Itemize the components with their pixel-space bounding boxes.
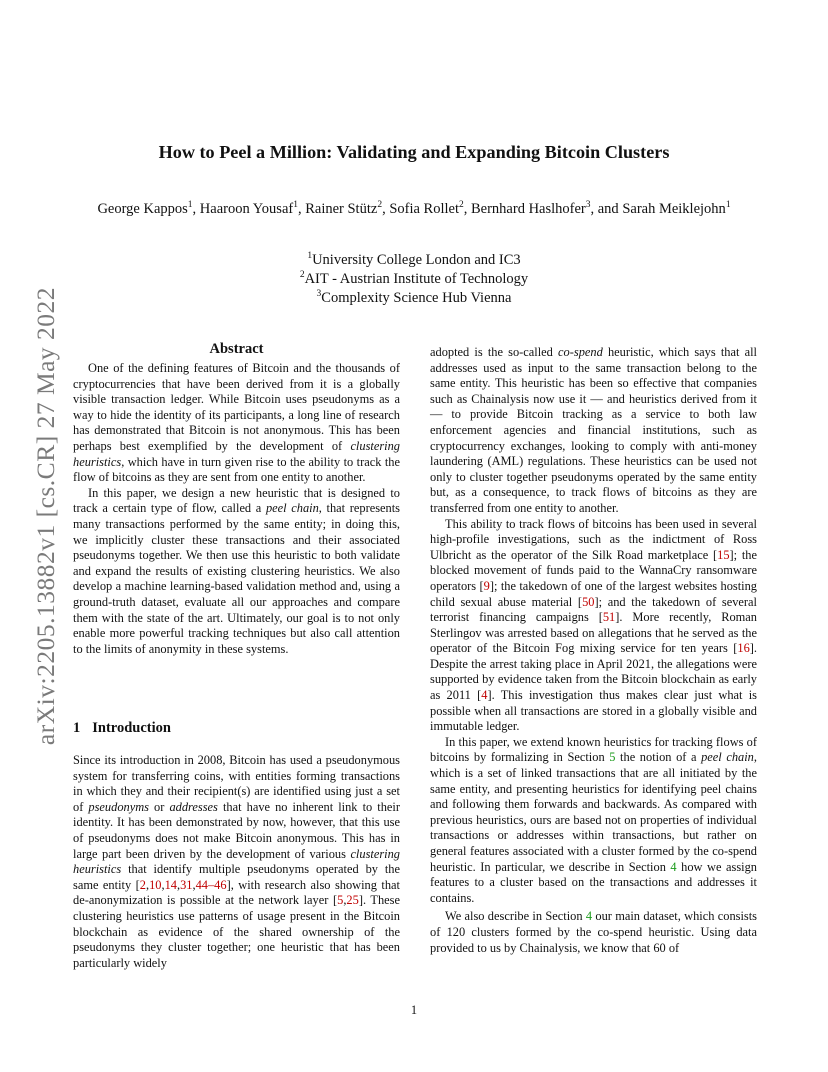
author-name: George Kappos (97, 201, 188, 217)
section-title: Introduction (92, 720, 171, 736)
section-heading (73, 720, 171, 737)
emphasis: addresses (169, 799, 218, 814)
abstract-heading: Abstract (209, 341, 264, 357)
author-affiliation-mark: 2 (377, 200, 383, 211)
emphasis: clustering heuristics (73, 438, 400, 469)
affiliation-mark: 3 (316, 289, 322, 300)
emphasis: peel chain (265, 501, 319, 516)
author-affiliation-mark: 1 (293, 200, 298, 211)
author-affiliation-mark: 3 (585, 200, 591, 211)
author-affiliation-mark: 2 (459, 200, 464, 211)
author-affiliation-mark: 1 (725, 200, 731, 211)
section-number: 1 (73, 720, 81, 736)
section-link[interactable]: 4 (670, 859, 677, 874)
introduction-body (73, 753, 400, 971)
citation-link[interactable]: 9 (483, 578, 490, 593)
abstract-paragraph: One of the defining features of Bitcoin and the thousands of cryptocurrencies that have been derived from it is a globally visible transaction ledger. While Bitcoin uses pseudonyms as a way to hide the identity of its participants, a long line of research has demonstrated that Bitcoin is not anonymous. This has been perhaps best exemplified by the development of clustering heuristics, which have in turn given rise to the ability to track the flow of bitcoins as they are sent from one entity to another. (73, 361, 400, 485)
paper-title: How to Peel a Million: Validating and Expanding Bitcoin Clusters (158, 142, 670, 162)
affiliation (72, 251, 756, 270)
citation-link[interactable]: 51 (602, 610, 616, 625)
citation-link[interactable]: 10 (149, 877, 162, 892)
abstract-paragraph: In this paper, we design a new heuristic that is designed to track a certain type of flow, called a peel chain, that represents many transactions performed by the same entity; in doing this, we implicitly cluster these transactions and their associated pseudonyms together. We then use this heuristic to both validate and expand the results of existing clustering heuristics. We also develop a machine learning-based validation method and, using a ground-truth dataset, evaluate all our approaches and compare them with the state of the art. Ultimately, our goal is to not only enable more powerful tracking techniques but also call attention to the limits of anonymity in these systems. (73, 485, 400, 656)
emphasis: pseudonyms (88, 799, 149, 814)
author-name: Bernhard Haslhofer (471, 201, 586, 217)
body-paragraph: adopted is the so-called co-spend heuristic, which says that all addresses used as input to the same transaction belong to the same entity. This heuristic has been so effective that companies such as Chainalysis now use it — and heuristics derived from it — to provide Bitcoin tracking as a service to both law enforcement agencies and financial institutions, such as cryptocurrency exchanges, looking to comply with anti-money laundering (AML) regulations. These heuristics can be used not only to cluster together pseudonyms operated by the same entity but, as a consequence, to track flows of bitcoins as they are transferred from one entity to another. (430, 345, 757, 515)
citation-link[interactable]: 15 (717, 547, 730, 562)
emphasis: clustering heuristics (73, 846, 400, 877)
body-paragraph: This ability to track flows of bitcoins has been used in several high-profile investigations, such as the indictment of Ross Ulbricht as the operator of the Silk Road marketplace [15]; the blocked movement of funds paid to the WannaCry ransomware operators [9]; the takedown of one of the largest websites hosting child sexual abuse material [50]; and the takedown of several terrorist financing campaigns [51]. More recently, Roman Sterlingov was arrested based on allegations that he served as the operator of the Bitcoin Fog mixing service for ten years [16]. Despite the arrest taking place in April 2021, the allegations were supported by evidence taken from the Bitcoin blockchain as early as 2011 [4]. This investigation thus makes clear just what is possible when all transactions are stored in a globally visible and immutable ledger. (430, 516, 758, 734)
right-column-body (430, 345, 757, 956)
arxiv-identifier: arXiv:2205.13882v1 [cs.CR] 27 May 2022 (31, 286, 60, 746)
abstract-body (73, 361, 400, 657)
affiliation-mark: 1 (307, 251, 313, 262)
body-paragraph: In this paper, we extend known heuristics for tracking flows of bitcoins by formalizing in Section 5 the notion of a peel chain, which is a set of linked transactions that are all initiated by the same entity, and presenting heuristics for identifying peel chains and following them forwards and backwards. As compared with previous heuristics, ours are based not on properties of individual transactions or addresses within transactions, but rather on general features associated with a cluster formed by the co-spend heuristic. In particular, we describe in Section 4 how we assign features to a cluster based on the transactions and addresses it contains. (430, 734, 757, 905)
page-number: 1 (410, 1003, 418, 1017)
author-name: Sarah Meiklejohn (622, 201, 726, 217)
citation-link[interactable]: 31 (180, 877, 193, 892)
citation-link[interactable]: 50 (582, 594, 595, 609)
affiliation-name: AIT - Austrian Institute of Technology (304, 271, 529, 287)
author-name: Sofia Rollet (389, 201, 459, 217)
citation-link[interactable]: 5 (337, 893, 344, 908)
author-list: George Kappos$^1$, Haaroon Yousaf$^1$, Rainer Stütz$^2$, Sofia Rollet$^2$, Bernhard Haslhofer$^3$, and Sarah Meiklejohn$^1$ (97, 200, 731, 217)
affiliation-name: University College London and IC3 (312, 252, 521, 268)
body-paragraph: Since its introduction in 2008, Bitcoin has used a pseudonymous system for transferring coins, with entities forming transactions in which they and their recipient(s) are identified using just a set of pseudonyms or addresses that have no inherent link to their identity. It has been demonstrated by now, however, that this use of pseudonyms does not make Bitcoin anonymous. This has in large part been driven by the development of various clustering heuristics that identify multiple pseudonyms operated by the same entity [2,10,14,31,44–46], with research also showing that de-anonymization is possible at the network layer [5,25]. These clustering heuristics use patterns of usage present in the Bitcoin blockchain as evidence of the shared ownership of the pseudonyms they cluster together; one heuristic that has been particularly widely (73, 753, 401, 970)
author-affiliation-mark: 1 (187, 200, 193, 211)
affiliation-list (72, 251, 756, 308)
citation-link[interactable]: 4 (481, 688, 488, 703)
section-link[interactable]: 5 (609, 750, 616, 765)
author-name: Haaroon Yousaf (199, 201, 294, 217)
citation-link[interactable]: 14 (164, 877, 177, 892)
citation-link[interactable]: 44–46 (195, 877, 227, 892)
affiliation (72, 270, 756, 289)
body-paragraph: We also describe in Section 4 our main dataset, which consists of 120 clusters formed by the co-spend heuristic. Using data provided to us by Chainalysis, we know that 60 of (430, 909, 757, 955)
affiliation-mark: 2 (299, 270, 305, 281)
citation-link[interactable]: 25 (346, 893, 359, 908)
affiliation (72, 289, 756, 308)
emphasis: co-spend (558, 345, 603, 359)
citation-link[interactable]: 2 (139, 877, 146, 892)
affiliation-name: Complexity Science Hub Vienna (321, 290, 512, 306)
section-link[interactable]: 4 (585, 909, 593, 924)
author-name: Rainer Stütz (305, 201, 378, 217)
emphasis: peel chain (701, 750, 754, 765)
citation-link[interactable]: 16 (737, 641, 750, 656)
